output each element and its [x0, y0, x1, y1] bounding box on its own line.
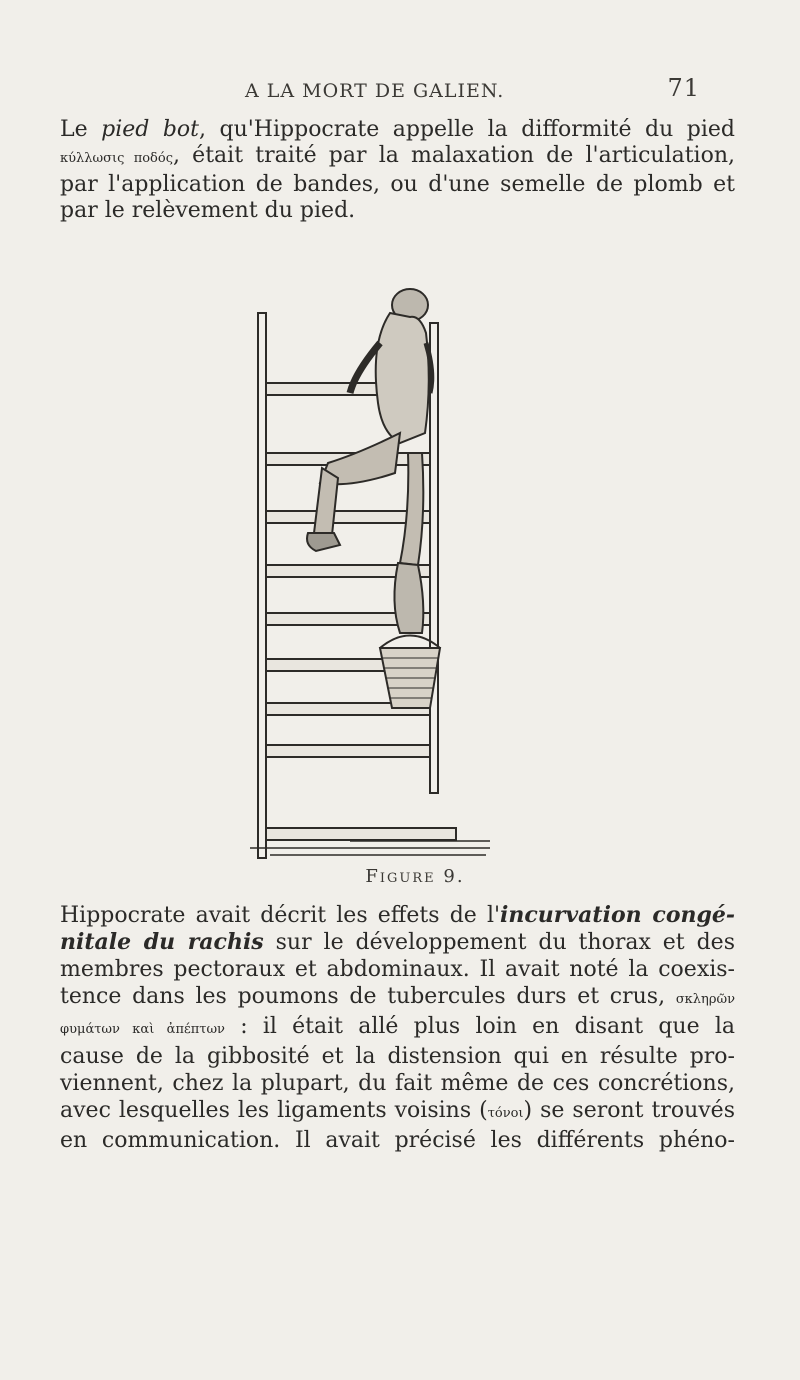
- text-line: [60, 143, 735, 172]
- running-title: A LA MORT DE GALIEN.: [245, 80, 505, 102]
- text-run: : il était allé plus loin en disant que la: [224, 1014, 735, 1039]
- text-run: ) se seront trouvés: [523, 1098, 735, 1123]
- greek-term: τόνοι: [487, 1106, 524, 1121]
- figure-ladder-illustration: [250, 283, 490, 861]
- term-pied-bot: pied bot: [101, 117, 200, 142]
- text-run: avec lesquelles les ligaments voisins (: [60, 1098, 488, 1123]
- text-line: [60, 983, 735, 1013]
- text-line: par l'application de bandes, ou d'une semelle de plomb et: [60, 172, 735, 197]
- term-incurvation: incurvation congé-: [500, 902, 736, 928]
- text-run: tence dans les poumons de tubercules durs et crus,: [60, 984, 676, 1009]
- paragraph-incurvation: [60, 902, 735, 1154]
- term-rachis: nitale du rachis: [60, 929, 264, 955]
- text-run: , qu'Hippocrate appelle la difformité du pied: [199, 117, 735, 142]
- figure-caption: [0, 866, 800, 887]
- text-line: [60, 1013, 735, 1043]
- text-run: Le: [60, 117, 102, 142]
- text-line: en communication. Il avait précisé les différents phéno-: [60, 1128, 735, 1153]
- ladder-engraving: [250, 283, 490, 861]
- text-line: membres pectoraux et abdominaux. Il avait noté la coexis-: [60, 957, 735, 982]
- text-line: cause de la gibbosité et la distension qui en résulte pro-: [60, 1044, 735, 1069]
- text-line: viennent, chez la plupart, du fait même de ces concrétions,: [60, 1071, 735, 1096]
- text-line: [60, 929, 735, 956]
- text-run: Hippocrate avait décrit les effets de l': [60, 903, 501, 928]
- text-run: sur le développement du thorax et des: [263, 930, 735, 955]
- text-line: par le relèvement du pied.: [60, 198, 356, 223]
- greek-term: κύλλωσις ποδός: [60, 151, 173, 166]
- text-line: [60, 117, 735, 143]
- text-line: [60, 902, 735, 929]
- paragraph-pied-bot: [60, 117, 735, 224]
- caption-text: Figure 9.: [365, 866, 465, 887]
- greek-term: φυμάτων καὶ ἀπέπτων: [60, 1022, 225, 1037]
- text-run: , était traité par la malaxation de l'articulation,: [173, 143, 735, 168]
- page-number: 71: [667, 74, 700, 102]
- text-line: [60, 1097, 735, 1127]
- greek-term: σκληρῶν: [675, 992, 735, 1007]
